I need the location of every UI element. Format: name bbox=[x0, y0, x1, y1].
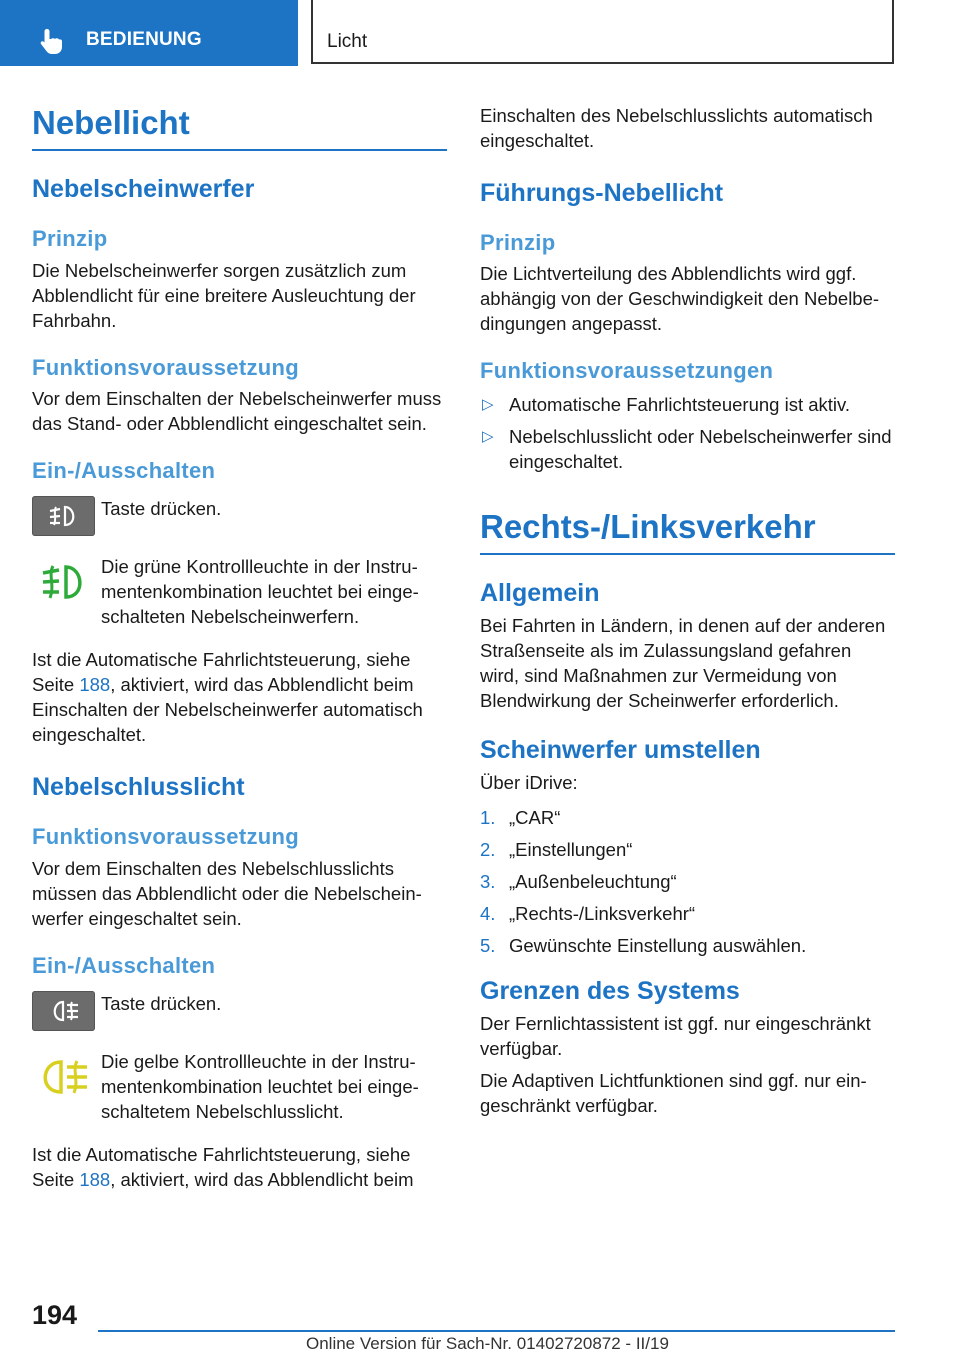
right-column bbox=[480, 98, 895, 1118]
heading-nebelscheinwerfer: Nebelscheinwerfer bbox=[32, 175, 255, 204]
step-text: „Rechts-/Linksverkehr“ bbox=[509, 903, 696, 925]
text-prinzip-fuehrung: Die Lichtverteilung des Abblendlichts wird ggf. abhängig von der Geschwindigkeit den Nebelbedingungen angepasst. bbox=[480, 263, 880, 335]
heading-allgemein: Allgemein bbox=[480, 579, 600, 608]
list-item bbox=[480, 424, 895, 474]
step-number: 1. bbox=[480, 807, 496, 829]
heading-prinzip: Prinzip bbox=[32, 226, 108, 252]
text-allgemein: Bei Fahrten in Ländern, in denen auf der anderen Straßenseite als im Zulassungsland gefahren wird, sind Maßnahmen zur Vermeidung von Blendwirkung der Scheinwerfer erforderlich. bbox=[480, 615, 886, 712]
hand-pointer-icon bbox=[38, 27, 66, 55]
text-automatik-rear-pre: Ist die Automatische Fahrlichtsteuerung, siehe Seite bbox=[32, 1144, 411, 1191]
text-funktionsvoraussetzung-rear: Vor dem Einschalten des Nebelschlusslichts müssen das Abblendlicht oder die Nebelscheinwerfer eingeschaltet sein. bbox=[32, 857, 422, 929]
green-fog-indicator-icon bbox=[37, 559, 91, 605]
list-item bbox=[480, 933, 895, 958]
fog-front-indicator-row bbox=[32, 554, 447, 629]
heading-grenzen-des-systems: Grenzen des Systems bbox=[480, 977, 740, 1006]
text-automatik-front-pre: Ist die Automatische Fahrlichtsteuerung, siehe Seite bbox=[32, 649, 411, 696]
fog-light-button[interactable] bbox=[32, 496, 95, 536]
text-automatik-rear bbox=[32, 1142, 447, 1192]
footer-divider bbox=[98, 1330, 895, 1332]
section-tab[interactable] bbox=[0, 0, 298, 66]
rear-fog-button[interactable] bbox=[32, 991, 95, 1031]
fog-rear-button-row bbox=[32, 991, 447, 1031]
list-item bbox=[480, 901, 895, 926]
page-link-188[interactable]: 188 bbox=[79, 674, 111, 696]
requirements-list bbox=[480, 392, 895, 474]
text-grenzen-1: Der Fernlichtassistent ist ggf. nur eingeschränkt verfügbar. bbox=[480, 1013, 871, 1060]
text-gruene-kontrollleuchte: Die grüne Kontrollleuchte in der Instrumentenkombination leuchtet bei eingeschalteten Nebelscheinwerfern. bbox=[101, 556, 419, 628]
step-number: 3. bbox=[480, 871, 496, 893]
steps-list bbox=[480, 805, 895, 958]
heading-rechts-linksverkehr: Rechts-/Linksverkehr bbox=[480, 509, 895, 555]
text-taste-druecken: Taste drücken. bbox=[101, 498, 222, 520]
fog-front-button-row bbox=[32, 496, 447, 536]
front-fog-icon bbox=[46, 503, 82, 529]
text-grenzen-2: Die Adaptiven Lichtfunktionen sind ggf. nur eingeschränkt verfügbar. bbox=[480, 1070, 867, 1117]
heading-prinzip-fuehrung: Prinzip bbox=[480, 230, 556, 255]
text-taste-druecken-rear: Taste drücken. bbox=[101, 993, 222, 1015]
page-link-188-rear[interactable]: 188 bbox=[79, 1169, 111, 1191]
step-number: 2. bbox=[480, 839, 496, 861]
heading-fuehrungs-nebellicht: Führungs-Nebellicht bbox=[480, 179, 724, 207]
text-continued: Einschalten des Nebelschlusslichts automatisch eingeschaltet. bbox=[480, 105, 873, 151]
heading-nebellicht: Nebellicht bbox=[32, 105, 447, 151]
triangle-bullet-icon: ▷ bbox=[482, 395, 494, 413]
step-text: „Außenbeleuchtung“ bbox=[509, 871, 677, 893]
step-number: 4. bbox=[480, 903, 496, 925]
heading-funktionsvoraussetzungen: Funktionsvoraussetzungen bbox=[480, 358, 774, 384]
list-item bbox=[480, 805, 895, 830]
step-number: 5. bbox=[480, 935, 496, 957]
list-item-text: Nebelschlusslicht oder Nebelscheinwerfer sind eingeschaltet. bbox=[509, 425, 892, 472]
text-ueber-idrive: Über iDrive: bbox=[480, 772, 578, 794]
footer-version-text: Online Version für Sach-Nr. 01402720872 - II/19 bbox=[306, 1334, 669, 1353]
heading-ein-ausschalten: Ein-/Ausschalten bbox=[32, 458, 216, 484]
section-tab-label: BEDIENUNG bbox=[86, 29, 202, 50]
triangle-bullet-icon: ▷ bbox=[482, 427, 494, 445]
step-text: Gewünschte Einstellung auswählen. bbox=[509, 935, 807, 957]
heading-nebelschlusslicht: Nebelschlusslicht bbox=[32, 773, 245, 802]
list-item-text: Automatische Fahrlichtsteuerung ist aktiv. bbox=[509, 393, 851, 415]
list-item bbox=[480, 869, 895, 894]
step-text: „CAR“ bbox=[509, 807, 561, 829]
heading-scheinwerfer-umstellen: Scheinwerfer umstellen bbox=[480, 736, 761, 765]
yellow-rear-fog-indicator-icon bbox=[37, 1054, 91, 1100]
chapter-header bbox=[311, 0, 894, 64]
yellow-indicator bbox=[32, 1049, 95, 1105]
text-automatik-rear-post: , aktiviert, wird das Abblendlicht beim bbox=[110, 1169, 414, 1191]
heading-ein-ausschalten-rear: Ein-/Ausschalten bbox=[32, 952, 216, 978]
step-text: „Einstellungen“ bbox=[509, 839, 633, 861]
list-item bbox=[480, 392, 895, 417]
green-indicator bbox=[32, 554, 95, 610]
text-automatik-front bbox=[32, 647, 447, 747]
rear-fog-icon bbox=[46, 998, 82, 1024]
text-gelbe-kontrollleuchte: Die gelbe Kontrollleuchte in der Instrumentenkombination leuchtet bei eingeschaltetem Nebelschlusslicht. bbox=[101, 1051, 419, 1123]
text-funktionsvoraussetzung: Vor dem Einschalten der Nebelscheinwerfer muss das Stand- oder Abblendlicht eingeschaltet sein. bbox=[32, 388, 442, 435]
list-item bbox=[480, 837, 895, 862]
chapter-title: Licht bbox=[327, 31, 368, 52]
text-prinzip: Die Nebelscheinwerfer sorgen zusätzlich zum Abblendlicht für eine breitere Ausleuchtung der Fahrbahn. bbox=[32, 259, 416, 331]
text-automatik-front-post: , aktiviert, wird das Abblendlicht beim Einschalten der Nebelscheinwerfer automatisch eingeschaltet. bbox=[32, 674, 423, 746]
heading-funktionsvoraussetzung-rear: Funktionsvoraussetzung bbox=[32, 824, 299, 850]
fog-rear-indicator-row bbox=[32, 1049, 447, 1124]
left-column bbox=[32, 98, 447, 1192]
heading-funktionsvoraussetzung: Funktionsvoraussetzung bbox=[32, 354, 299, 380]
page-number: 194 bbox=[32, 1300, 78, 1330]
